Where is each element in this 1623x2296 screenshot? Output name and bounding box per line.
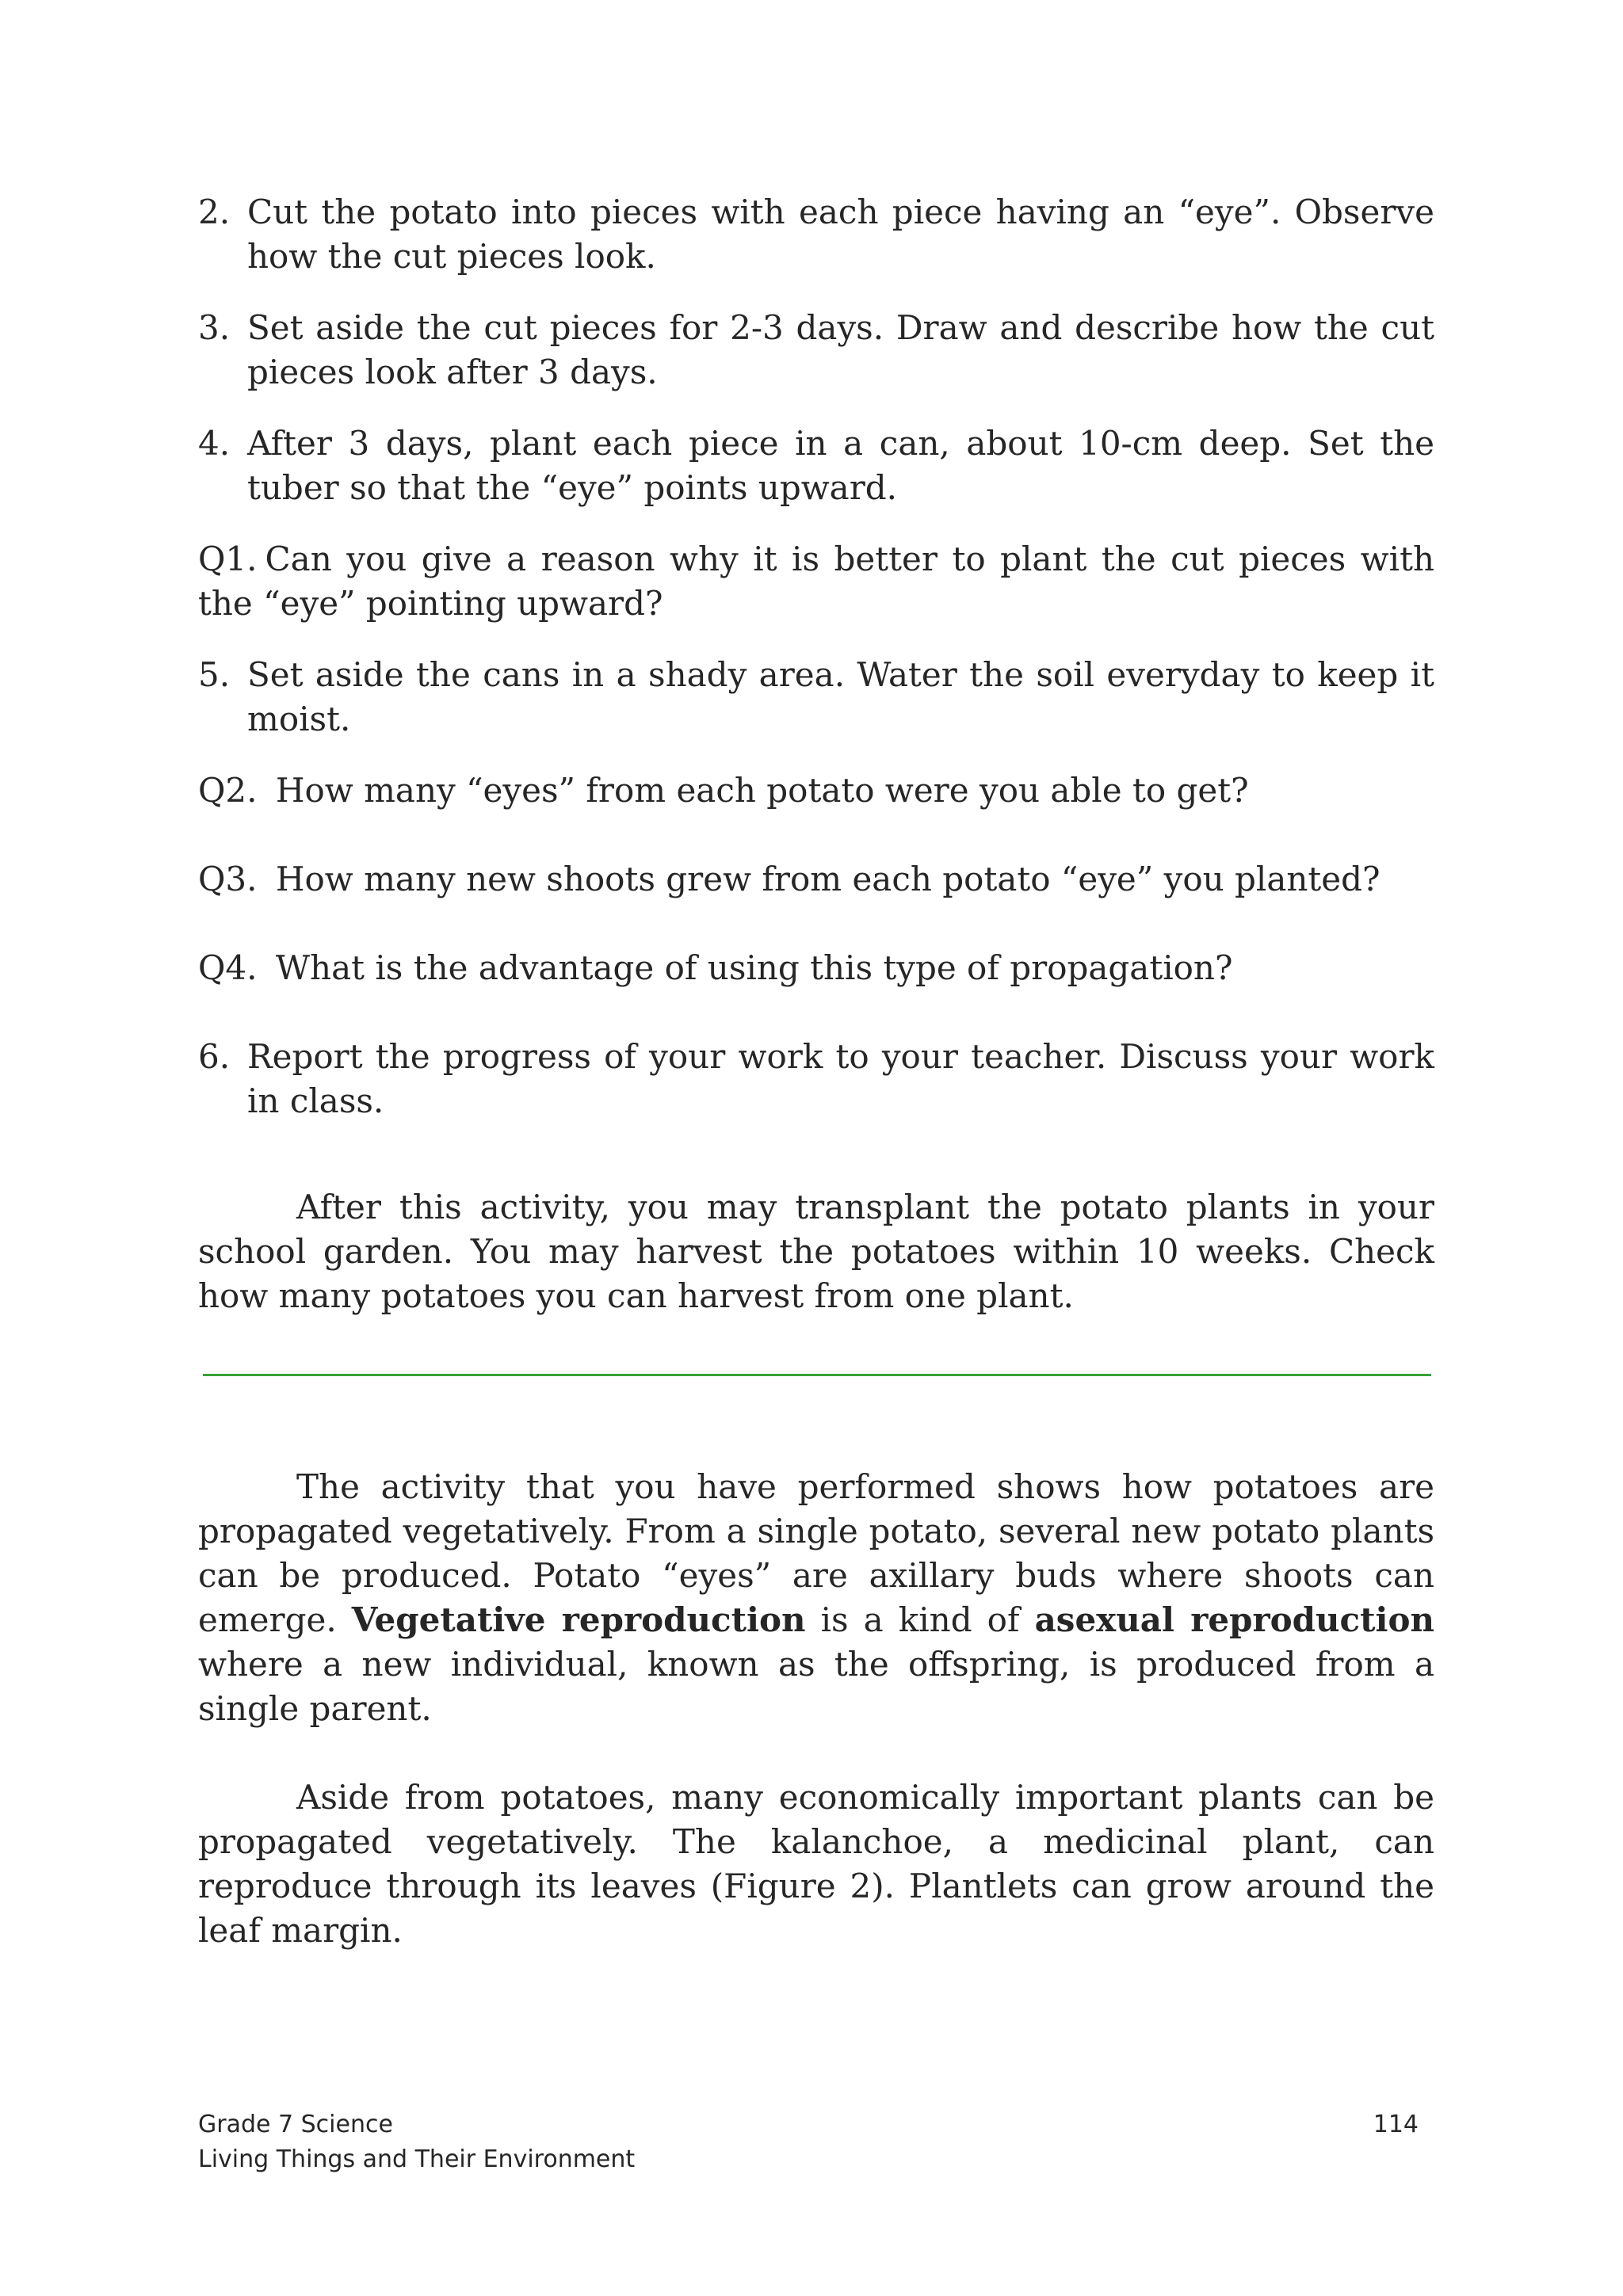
after-activity-paragraph: After this activity, you may transplant the potato plants in your school garden. You may harvest the potatoes within 10 weeks. Check how many potatoes you can harvest from one plant.	[198, 1188, 1434, 1315]
step-3	[198, 306, 1434, 395]
paragraph-text: is a kind of	[805, 1600, 1035, 1639]
question-number: Q2.	[198, 771, 258, 810]
section-divider	[203, 1374, 1431, 1376]
question-1	[198, 537, 1434, 626]
step-6	[198, 1035, 1434, 1123]
step-text: After 3 days, plant each piece in a can, about 10-cm deep. Set the tuber so that the “eye” points upward.	[247, 424, 1434, 507]
paragraph-text: where a new individual, known as the offspring, is produced from a single parent.	[198, 1645, 1434, 1728]
footer-unit-title: Living Things and Their Environment	[198, 2145, 636, 2173]
vegetative-reproduction-paragraph	[198, 1465, 1434, 1731]
step-number: 5.	[198, 655, 231, 694]
question-text: Can you give a reason why it is better to plant the cut pieces with the “eye” pointing upward?	[198, 540, 1434, 623]
page-number: 114	[1373, 2111, 1419, 2138]
step-text: Cut the potato into pieces with each piece having an “eye”. Observe how the cut pieces look.	[247, 193, 1434, 276]
step-number: 3.	[198, 308, 231, 347]
question-text: How many new shoots grew from each potato “eye” you planted?	[275, 860, 1381, 898]
question-text: What is the advantage of using this type of propagation?	[275, 948, 1233, 987]
page-content	[198, 190, 1434, 1986]
kalanchoe-paragraph: Aside from potatoes, many economically important plants can be propagated vegetatively. The kalanchoe, a medicinal plant, can reproduce through its leaves (Figure 2). Plantlets can grow around the leaf margin.	[198, 1778, 1434, 1950]
step-number: 2.	[198, 193, 231, 231]
footer-course-title: Grade 7 Science	[198, 2111, 393, 2138]
step-text: Set aside the cut pieces for 2-3 days. Draw and describe how the cut pieces look after 3 days.	[247, 308, 1434, 391]
question-number: Q3.	[198, 860, 258, 898]
step-number: 4.	[198, 424, 231, 463]
question-2	[198, 769, 1434, 813]
step-2	[198, 190, 1434, 279]
step-5	[198, 653, 1434, 742]
question-number: Q1.	[198, 540, 258, 578]
question-number: Q4.	[198, 948, 258, 987]
step-number: 6.	[198, 1037, 231, 1076]
step-text: Set aside the cans in a shady area. Water the soil everyday to keep it moist.	[247, 655, 1434, 738]
step-4	[198, 421, 1434, 510]
question-3	[198, 857, 1434, 902]
question-4	[198, 946, 1434, 990]
key-term-asexual-reproduction: asexual reproduction	[1034, 1600, 1434, 1639]
step-text: Report the progress of your work to your teacher. Discuss your work in class.	[247, 1037, 1434, 1120]
page-footer	[198, 2107, 1419, 2177]
question-text: How many “eyes” from each potato were you able to get?	[275, 771, 1249, 810]
paragraph-text: The activity that you have performed shows how potatoes are propagated vegetatively. From a single potato, several new potato plants can be produced. Potato “eyes” are axillary buds where shoots can emerge.	[198, 1467, 1434, 1639]
key-term-vegetative-reproduction: Vegetative reproduction	[351, 1600, 806, 1639]
